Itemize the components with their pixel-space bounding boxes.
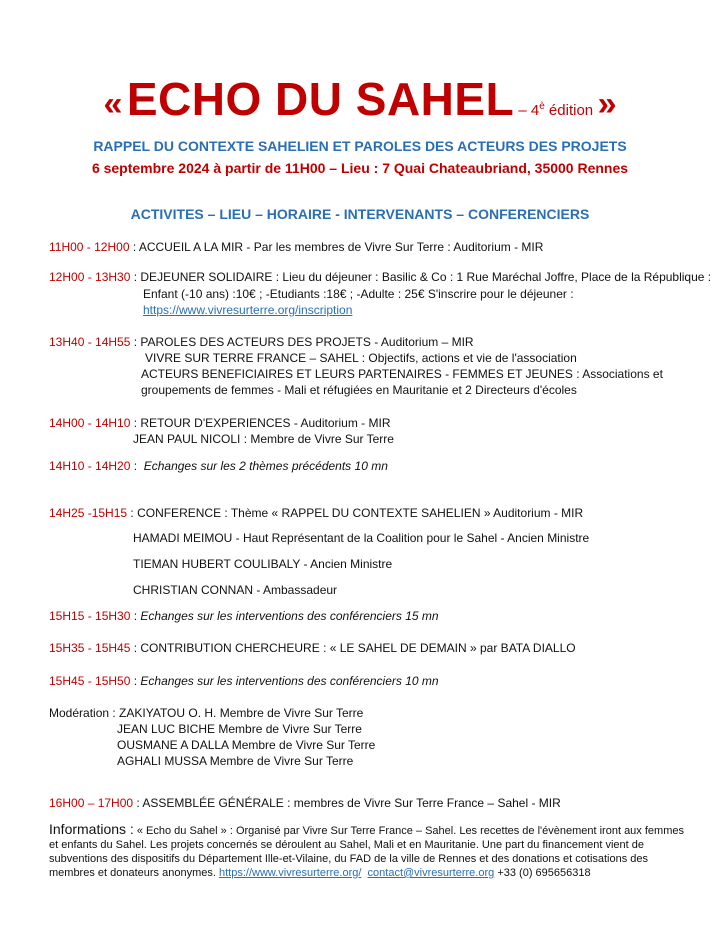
time-label: 14H10 - 14H20	[49, 459, 131, 473]
item-text: : PAROLES DES ACTEURS DES PROJETS - Auditorium – MIR	[130, 335, 474, 349]
information-label: Informations :	[49, 821, 134, 837]
paroles-line-3: ACTEURS BENEFICIAIRES ET LEURS PARTENAIRES - FEMMES ET JEUNES : Associations et	[141, 367, 663, 381]
program-item-assemblee	[49, 795, 561, 811]
program-item-echanges-1: 14H10 - 14H20 : Echanges sur les 2 thèmes précédents 10 mn	[49, 459, 388, 473]
retour-speaker: JEAN PAUL NICOLI : Membre de Vivre Sur Terre	[133, 432, 394, 446]
item-text: : CONTRIBUTION CHERCHEURE : « LE SAHEL DE DEMAIN » par BATA DIALLO	[130, 641, 576, 655]
phone-number: +33 (0) 695656318	[494, 867, 591, 879]
time-label: 15H15 - 15H30	[49, 609, 131, 623]
item-text: : DEJEUNER SOLIDAIRE : Lieu du déjeuner : Basilic & Co : 1 Rue Maréchal Joffre, Place de la République :	[130, 270, 712, 284]
program-item-echanges-2: 15H15 - 15H30 : Echanges sur les interventions des conférenciers 15 mn	[49, 609, 439, 623]
email-link[interactable]: contact@vivresurterre.org	[367, 867, 495, 879]
inscription-link-row	[143, 302, 352, 318]
program-item-retour	[49, 415, 391, 431]
item-text: Echanges sur les interventions des conférenciers 10 mn	[140, 674, 439, 688]
event-title	[0, 72, 720, 126]
speaker-1: HAMADI MEIMOU - Haut Représentant de la Coalition pour le Sahel - Ancien Ministre	[133, 531, 590, 545]
date-place: 6 septembre 2024 à partir de 11H00 – Lieu : 7 Quai Chateaubriand, 35000 Rennes	[91, 160, 629, 176]
section-title: ACTIVITES – LIEU – HORAIRE - INTERVENANTS – CONFERENCIERS	[130, 206, 590, 222]
program-item-conference	[49, 505, 583, 521]
inscription-link[interactable]: https://www.vivresurterre.org/inscription	[143, 303, 353, 317]
moderator-1: ZAKIYATOU O. H. Membre de Vivre Sur Terre	[119, 706, 364, 720]
time-label: 15H35 - 15H45	[49, 641, 131, 655]
program-item-dejeuner	[49, 269, 711, 285]
item-text: Echanges sur les interventions des conférenciers 15 mn	[140, 609, 439, 623]
title-text: ECHO DU SAHEL	[126, 73, 515, 125]
item-text: : ASSEMBLÉE GÉNÉRALE : membres de Vivre Sur Terre France – Sahel - MIR	[133, 796, 561, 810]
item-text: : ACCUEIL A LA MIR - Par les membres de Vivre Sur Terre : Auditorium - MIR	[129, 240, 544, 254]
edition-label: – $4^è$ édition	[514, 101, 594, 119]
moderator-3: OUSMANE A DALLA Membre de Vivre Sur Terre	[117, 738, 376, 752]
speaker-2: TIEMAN HUBERT COULIBALY - Ancien Ministre	[133, 557, 393, 571]
information-block	[49, 822, 689, 880]
item-text: Echanges sur les 2 thèmes précédents 10 mn	[143, 459, 388, 473]
moderator-4: AGHALI MUSSA Membre de Vivre Sur Terre	[117, 754, 354, 768]
time-label: 12H00 - 13H30	[49, 270, 131, 284]
time-label: 11H00 - 12H00	[49, 240, 130, 254]
moderation-label: Modération :	[49, 706, 116, 720]
moderation-row	[49, 705, 363, 721]
dejeuner-prices: Enfant (-10 ans) :10€ ; -Etudiants :18€ ; -Adulte : 25€ S'inscrire pour le déjeuner :	[143, 287, 574, 301]
item-text: : RETOUR D'EXPERIENCES - Auditorium - MIR	[130, 416, 391, 430]
time-label: 15H45 - 15H50	[49, 674, 131, 688]
time-label: 14H00 - 14H10	[49, 416, 131, 430]
moderator-2: JEAN LUC BICHE Membre de Vivre Sur Terre	[117, 722, 362, 736]
time-label: 14H25 -15H15	[49, 506, 128, 520]
program-item-accueil	[49, 239, 543, 255]
time-label: 13H40 - 14H55	[49, 335, 131, 349]
quote-open: «	[103, 85, 123, 123]
paroles-line-4: groupements de femmes - Mali et réfugiées en Mauritanie et 2 Directeurs d'écoles	[141, 383, 577, 397]
subtitle: RAPPEL DU CONTEXTE SAHELIEN ET PAROLES DES ACTEURS DES PROJETS	[93, 138, 627, 154]
website-link[interactable]: https://www.vivresurterre.org/	[218, 867, 362, 879]
program-item-contribution	[49, 640, 576, 656]
information-text: « Echo du Sahel » : Organisé par Vivre Sur Terre France – Sahel. Les recettes de l'évènement iront aux femmes et enfants du Sahel. Les projets concernés se déroulent au Sahel, Mali et en Mauritanie. Une part du financement vient de subventions des dispositifs du Département Ille-et-Vilaine, du FAD de la ville de Rennes et des donations et cotisations des membres et donateurs anonymes.	[49, 825, 684, 879]
quote-close: »	[597, 85, 617, 123]
speaker-3: CHRISTIAN CONNAN - Ambassadeur	[133, 583, 338, 597]
paroles-line-2: VIVRE SUR TERRE FRANCE – SAHEL : Objectifs, actions et vie de l'association	[145, 351, 577, 365]
item-text: : CONFERENCE : Thème « RAPPEL DU CONTEXTE SAHELIEN » Auditorium - MIR	[127, 506, 584, 520]
program-item-echanges-3: 15H45 - 15H50 : Echanges sur les interventions des conférenciers 10 mn	[49, 674, 439, 688]
time-label: 16H00 – 17H00	[49, 796, 134, 810]
program-item-paroles	[49, 334, 474, 350]
